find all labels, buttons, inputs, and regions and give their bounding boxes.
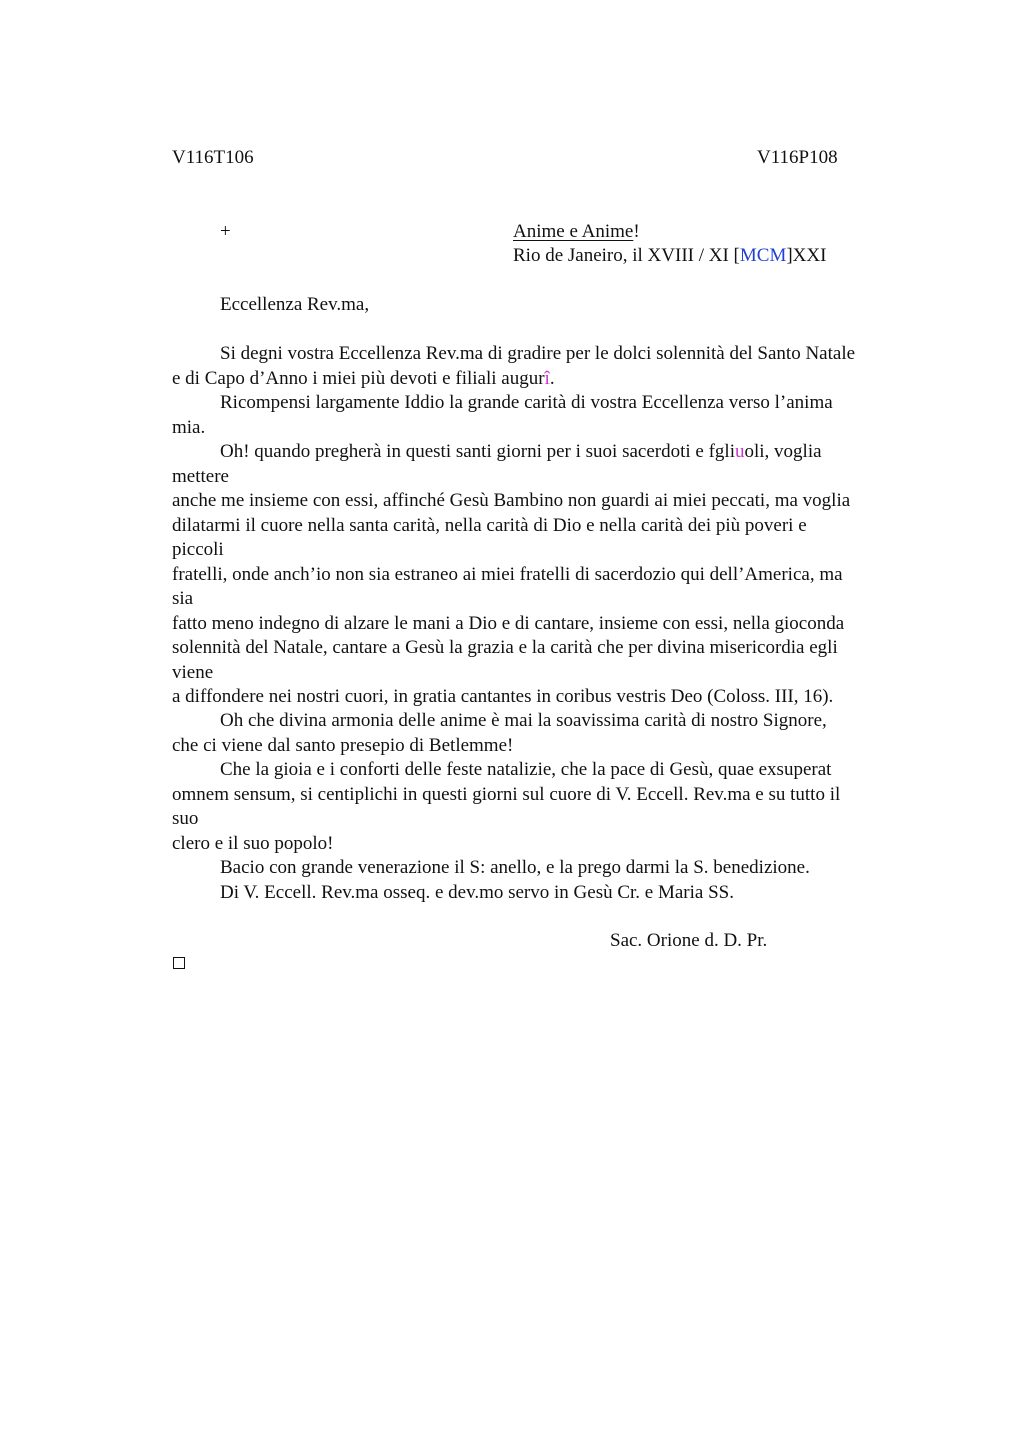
body-line: clero e il suo popolo!	[172, 833, 334, 854]
body-line: mia.	[172, 417, 206, 438]
date-part1: Rio de Janeiro, il XVIII / XI [	[513, 245, 740, 266]
body-line: Ricompensi largamente Iddio la grande carità di vostra Eccellenza verso l’anima	[220, 392, 833, 413]
header-right-code: V116P108	[757, 147, 838, 168]
body-line: viene	[172, 662, 214, 683]
body-text: e di Capo d’Anno i miei più devoti e filiali augur	[172, 368, 545, 389]
motto-exclaim: !	[633, 221, 640, 242]
motto-underlined: Anime e Anime	[513, 221, 634, 242]
body-line: solennità del Natale, cantare a Gesù la grazia e la carità che per divina misericordia egli	[172, 637, 838, 658]
correction-mark: u	[734, 441, 745, 462]
body-line: Oh che divina armonia delle anime è mai la soavissima carità di nostro Signore,	[220, 710, 827, 731]
body-line: che ci viene dal santo presepio di Betlemme!	[172, 735, 514, 756]
body-line	[172, 367, 555, 392]
body-line: Di V. Eccell. Rev.ma osseq. e dev.mo servo in Gesù Cr. e Maria SS.	[220, 882, 734, 903]
header-left-code: V116T106	[172, 147, 254, 168]
body-line: mettere	[172, 466, 229, 487]
date-part2: ]XXI	[786, 245, 827, 266]
motto	[513, 220, 640, 245]
body-line: a diffondere nei nostri cuori, in gratia cantantes in coribus vestris Deo (Coloss. III, 16).	[172, 686, 834, 707]
body-line: Bacio con grande venerazione il S: anello, e la prego darmi la S. benedizione.	[220, 857, 810, 878]
body-line: Che la gioia e i conforti delle feste natalizie, che la pace di Gesù, quae exsuperat	[220, 759, 832, 780]
body-text: .	[549, 368, 555, 389]
body-line: fratelli, onde anch’io non sia estraneo ai miei fratelli di sacerdozio qui dell’America, ma	[172, 564, 843, 585]
body-text: oli, voglia	[744, 441, 822, 462]
end-box-icon	[173, 957, 185, 969]
body-line: anche me insieme con essi, affinché Gesù Bambino non guardi ai miei peccati, ma voglia	[172, 490, 851, 511]
body-line: dilatarmi il cuore nella santa carità, nella carità di Dio e nella carità dei più poveri e	[172, 515, 807, 536]
body-line: sia	[172, 588, 194, 609]
body-line: piccoli	[172, 539, 224, 560]
cross-mark: +	[220, 221, 231, 242]
place-date	[513, 244, 826, 269]
body-line: omnem sensum, si centiplichi in questi giorni sul cuore di V. Eccell. Rev.ma e su tutto il	[172, 784, 841, 805]
body-text: Oh! quando pregherà in questi santi giorni per i suoi sacerdoti e fgli	[220, 441, 735, 462]
body-line: suo	[172, 808, 199, 829]
salutation: Eccellenza Rev.ma,	[220, 294, 370, 315]
body-line: fatto meno indegno di alzare le mani a Dio e di cantare, insieme con essi, nella gioconda	[172, 613, 845, 634]
body-line	[220, 440, 822, 465]
date-mcm-insert: MCM	[739, 245, 787, 266]
signature: Sac. Orione d. D. Pr.	[610, 930, 768, 951]
body-line: Si degni vostra Eccellenza Rev.ma di gradire per le dolci solennità del Santo Natale	[220, 343, 856, 364]
correction-mark: î	[544, 368, 550, 389]
